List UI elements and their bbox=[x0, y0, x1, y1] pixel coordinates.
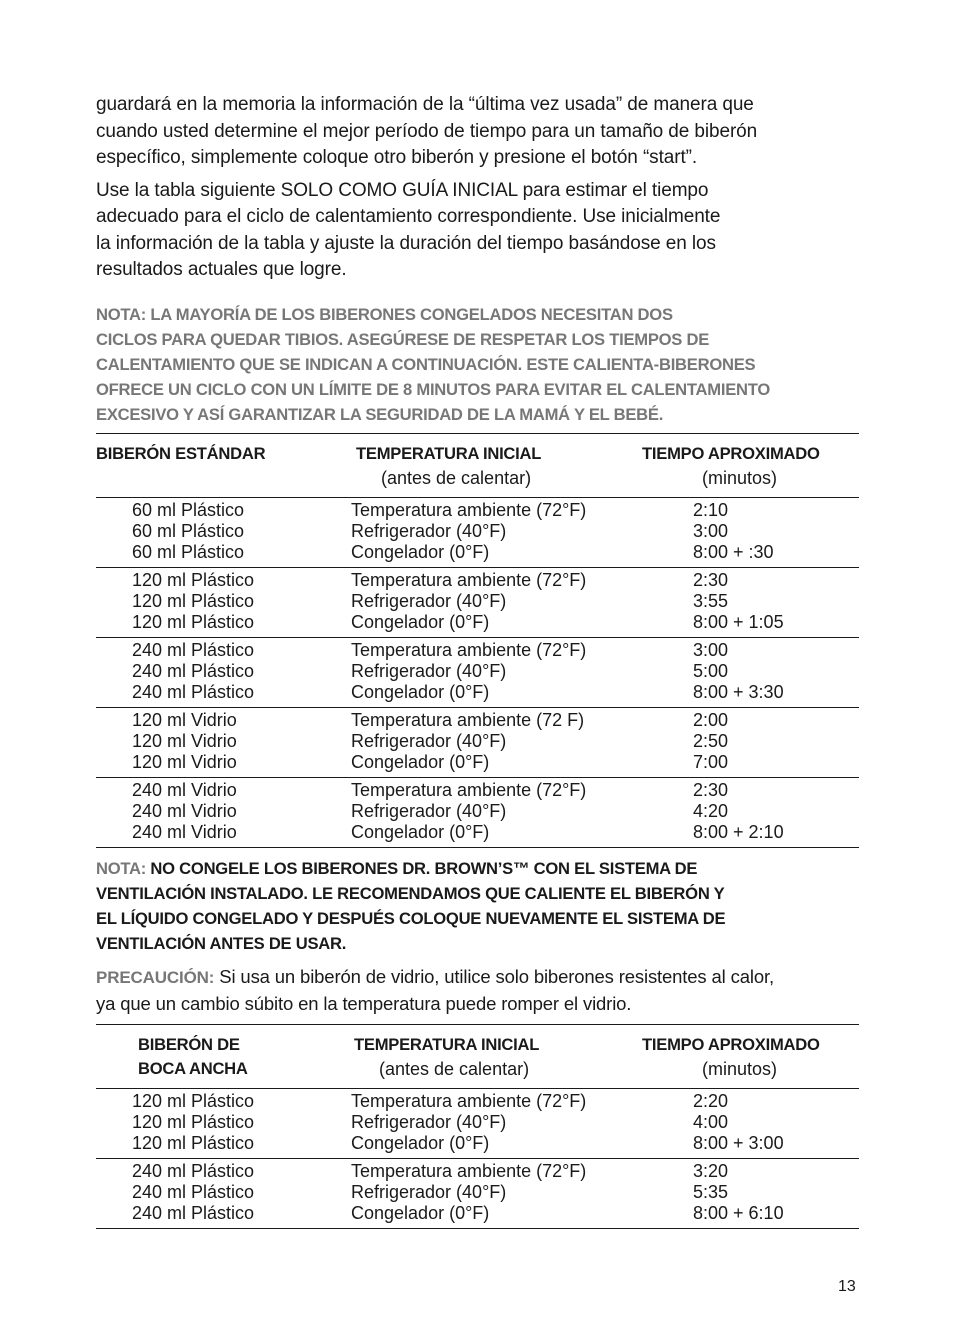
time-cell bbox=[636, 637, 859, 707]
time-value: 8:00 + 3:30 bbox=[693, 681, 784, 702]
temperature-value: Temperatura ambiente (72°F) bbox=[351, 1090, 587, 1111]
page-number: 13 bbox=[838, 1278, 856, 1295]
bottle-size: 60 ml Plástico bbox=[132, 520, 245, 541]
header-time-sub: (minutos) bbox=[702, 1058, 778, 1079]
standard-bottle-table bbox=[96, 433, 859, 848]
table-row bbox=[96, 1158, 859, 1228]
bottle-cell bbox=[96, 707, 351, 777]
header-bottle-label: BIBERÓN ESTÁNDAR bbox=[96, 443, 266, 463]
table-row bbox=[96, 707, 859, 777]
header-temperature-sub: (antes de calentar) bbox=[379, 1058, 530, 1079]
caution-label: PRECAUCIÓN: bbox=[96, 967, 215, 987]
temperature-value: Refrigerador (40°F) bbox=[351, 730, 507, 751]
time-value: 8:00 + 6:10 bbox=[693, 1202, 784, 1223]
table-row bbox=[96, 567, 859, 637]
temperature-cell bbox=[351, 497, 636, 567]
temperature-value: Temperatura ambiente (72°F) bbox=[351, 499, 587, 520]
wide-neck-bottle-table bbox=[96, 1024, 859, 1229]
time-value: 8:00 + 2:10 bbox=[693, 821, 784, 842]
bottle-size: 120 ml Vidrio bbox=[132, 751, 237, 772]
header-temperature-title: TEMPERATURA INICIAL bbox=[356, 443, 542, 463]
bottle-size: 240 ml Plástico bbox=[132, 1202, 255, 1223]
bottle-size: 120 ml Plástico bbox=[132, 569, 255, 590]
text-line: adecuado para el ciclo de calentamiento correspondiente. Use inicialmente bbox=[96, 206, 721, 227]
bottle-cell bbox=[96, 637, 351, 707]
time-cell bbox=[636, 1158, 859, 1228]
time-value: 2:30 bbox=[693, 569, 729, 590]
temperature-value: Temperatura ambiente (72°F) bbox=[351, 779, 587, 800]
bottle-size: 60 ml Plástico bbox=[132, 541, 245, 562]
temperature-cell bbox=[351, 777, 636, 847]
text-line: Use la tabla siguiente SOLO COMO GUÍA INICIAL para estimar el tiempo bbox=[96, 179, 709, 201]
bottle-cell bbox=[96, 777, 351, 847]
header-bottle-line1: BIBERÓN DE bbox=[138, 1034, 240, 1054]
header-temperature-sub: (antes de calentar) bbox=[381, 467, 532, 488]
temperature-value: Refrigerador (40°F) bbox=[351, 520, 507, 541]
time-value: 3:55 bbox=[693, 590, 729, 611]
text-line bbox=[96, 856, 859, 881]
text-line: ya que un cambio súbito en la temperatura puede romper el vidrio. bbox=[96, 993, 632, 1014]
table-row bbox=[96, 777, 859, 847]
time-value: 3:20 bbox=[693, 1160, 729, 1181]
header-temperature bbox=[351, 1024, 636, 1088]
text-line: resultados actuales que logre. bbox=[96, 259, 347, 280]
time-value: 4:20 bbox=[693, 800, 729, 821]
caution-text: Si usa un biberón de vidrio, utilice solo biberones resistentes al calor, bbox=[214, 965, 774, 987]
bottle-size: 240 ml Plástico bbox=[132, 1181, 255, 1202]
temperature-value: Congelador (0°F) bbox=[351, 751, 490, 772]
temperature-value: Temperatura ambiente (72 F) bbox=[351, 709, 585, 730]
table-row bbox=[96, 1088, 859, 1158]
header-time bbox=[636, 433, 859, 497]
temperature-value: Congelador (0°F) bbox=[351, 1132, 490, 1153]
bottle-size: 240 ml Plástico bbox=[132, 660, 255, 681]
table-row bbox=[96, 497, 859, 567]
temperature-value: Refrigerador (40°F) bbox=[351, 1111, 507, 1132]
table-row bbox=[96, 637, 859, 707]
bottle-size: 120 ml Plástico bbox=[132, 611, 255, 632]
bottle-size: 120 ml Plástico bbox=[132, 1090, 255, 1111]
time-cell bbox=[636, 497, 859, 567]
text-line: VENTILACIÓN ANTES DE USAR. bbox=[96, 933, 347, 953]
time-cell bbox=[636, 1088, 859, 1158]
temperature-cell bbox=[351, 1088, 636, 1158]
bottle-size: 240 ml Vidrio bbox=[132, 821, 237, 842]
text-line: cuando usted determine el mejor período de tiempo para un tamaño de biberón bbox=[96, 120, 758, 142]
dr-browns-vent-note bbox=[96, 856, 859, 956]
text-line: la información de la tabla y ajuste la duración del tiempo basándose en los bbox=[96, 232, 716, 254]
temperature-cell bbox=[351, 1158, 636, 1228]
time-cell bbox=[636, 777, 859, 847]
temperature-value: Refrigerador (40°F) bbox=[351, 590, 507, 611]
text-line: guardará en la memoria la información de la “última vez usada” de manera que bbox=[96, 94, 754, 115]
time-value: 3:00 bbox=[693, 639, 729, 660]
bottle-size: 60 ml Plástico bbox=[132, 499, 245, 520]
guide-paragraph bbox=[96, 178, 859, 284]
temperature-cell bbox=[351, 637, 636, 707]
temperature-value: Congelador (0°F) bbox=[351, 821, 490, 842]
bottle-size: 120 ml Vidrio bbox=[132, 709, 237, 730]
time-value: 3:00 bbox=[693, 520, 729, 541]
temperature-cell bbox=[351, 707, 636, 777]
temperature-value: Congelador (0°F) bbox=[351, 611, 490, 632]
bottle-size: 120 ml Vidrio bbox=[132, 730, 237, 751]
time-value: 2:10 bbox=[693, 499, 729, 520]
header-temperature-title: TEMPERATURA INICIAL bbox=[354, 1034, 540, 1054]
time-value: 5:35 bbox=[693, 1181, 729, 1202]
header-bottle bbox=[96, 1024, 351, 1088]
bottle-size: 240 ml Vidrio bbox=[132, 800, 237, 821]
temperature-value: Congelador (0°F) bbox=[351, 1202, 490, 1223]
text-line bbox=[96, 964, 859, 992]
bottle-size: 240 ml Plástico bbox=[132, 639, 255, 660]
time-cell bbox=[636, 567, 859, 637]
text-line: EL LÍQUIDO CONGELADO Y DESPUÉS COLOQUE NUEVAMENTE EL SISTEMA DE bbox=[96, 908, 726, 928]
temperature-value: Congelador (0°F) bbox=[351, 681, 490, 702]
time-value: 8:00 + 3:00 bbox=[693, 1132, 784, 1153]
header-bottle-line2: BOCA ANCHA bbox=[138, 1058, 248, 1078]
time-value: 2:00 bbox=[693, 709, 729, 730]
header-temperature bbox=[351, 433, 636, 497]
bottle-cell bbox=[96, 567, 351, 637]
header-time bbox=[636, 1024, 859, 1088]
bottle-size: 240 ml Vidrio bbox=[132, 779, 237, 800]
time-value: 8:00 + :30 bbox=[693, 541, 774, 562]
time-value: 2:50 bbox=[693, 730, 729, 751]
caution-paragraph bbox=[96, 964, 859, 1018]
bottle-cell bbox=[96, 1158, 351, 1228]
bottle-size: 120 ml Plástico bbox=[132, 590, 255, 611]
note-text: NO CONGELE LOS BIBERONES DR. BROWN’S™ CON EL SISTEMA DE bbox=[146, 858, 698, 878]
page-content bbox=[96, 92, 859, 1229]
time-value: 5:00 bbox=[693, 660, 729, 681]
text-line: OFRECE UN CICLO CON UN LÍMITE DE 8 MINUTOS PARA EVITAR EL CALENTAMIENTO bbox=[96, 379, 770, 399]
bottle-size: 240 ml Plástico bbox=[132, 681, 255, 702]
time-value: 7:00 bbox=[693, 751, 729, 772]
temperature-cell bbox=[351, 567, 636, 637]
bottle-cell bbox=[96, 497, 351, 567]
time-value: 4:00 bbox=[693, 1111, 729, 1132]
time-cell bbox=[636, 707, 859, 777]
time-value: 2:30 bbox=[693, 779, 729, 800]
bottle-size: 120 ml Plástico bbox=[132, 1111, 255, 1132]
time-value: 2:20 bbox=[693, 1090, 729, 1111]
text-line: específico, simplemente coloque otro biberón y presione el botón “start”. bbox=[96, 147, 698, 168]
temperature-value: Refrigerador (40°F) bbox=[351, 1181, 507, 1202]
header-time-title: TIEMPO APROXIMADO bbox=[642, 1034, 820, 1054]
header-time-sub: (minutos) bbox=[702, 467, 778, 488]
time-value: 8:00 + 1:05 bbox=[693, 611, 784, 632]
text-line: EXCESIVO Y ASÍ GARANTIZAR LA SEGURIDAD DE LA MAMÁ Y EL BEBÉ. bbox=[96, 404, 664, 424]
text-line: VENTILACIÓN INSTALADO. LE RECOMENDAMOS QUE CALIENTE EL BIBERÓN Y bbox=[96, 883, 725, 903]
temperature-value: Temperatura ambiente (72°F) bbox=[351, 1160, 587, 1181]
header-time-title: TIEMPO APROXIMADO bbox=[642, 443, 820, 463]
text-line: CICLOS PARA QUEDAR TIBIOS. ASEGÚRESE DE RESPETAR LOS TIEMPOS DE bbox=[96, 329, 710, 349]
intro-paragraph bbox=[96, 92, 859, 172]
bottle-cell bbox=[96, 1088, 351, 1158]
temperature-value: Refrigerador (40°F) bbox=[351, 800, 507, 821]
note-label: NOTA: bbox=[96, 858, 147, 878]
temperature-value: Refrigerador (40°F) bbox=[351, 660, 507, 681]
bottle-size: 240 ml Plástico bbox=[132, 1160, 255, 1181]
bottle-size: 120 ml Plástico bbox=[132, 1132, 255, 1153]
temperature-value: Temperatura ambiente (72°F) bbox=[351, 569, 587, 590]
header-bottle bbox=[96, 433, 351, 497]
temperature-value: Temperatura ambiente (72°F) bbox=[351, 639, 587, 660]
table-header-row bbox=[96, 1024, 859, 1088]
text-line: NOTA: LA MAYORÍA DE LOS BIBERONES CONGELADOS NECESITAN DOS bbox=[96, 304, 673, 324]
frozen-bottles-note bbox=[96, 302, 859, 427]
temperature-value: Congelador (0°F) bbox=[351, 541, 490, 562]
text-line: CALENTAMIENTO QUE SE INDICAN A CONTINUACIÓN. ESTE CALIENTA-BIBERONES bbox=[96, 354, 756, 374]
table-header-row bbox=[96, 433, 859, 497]
